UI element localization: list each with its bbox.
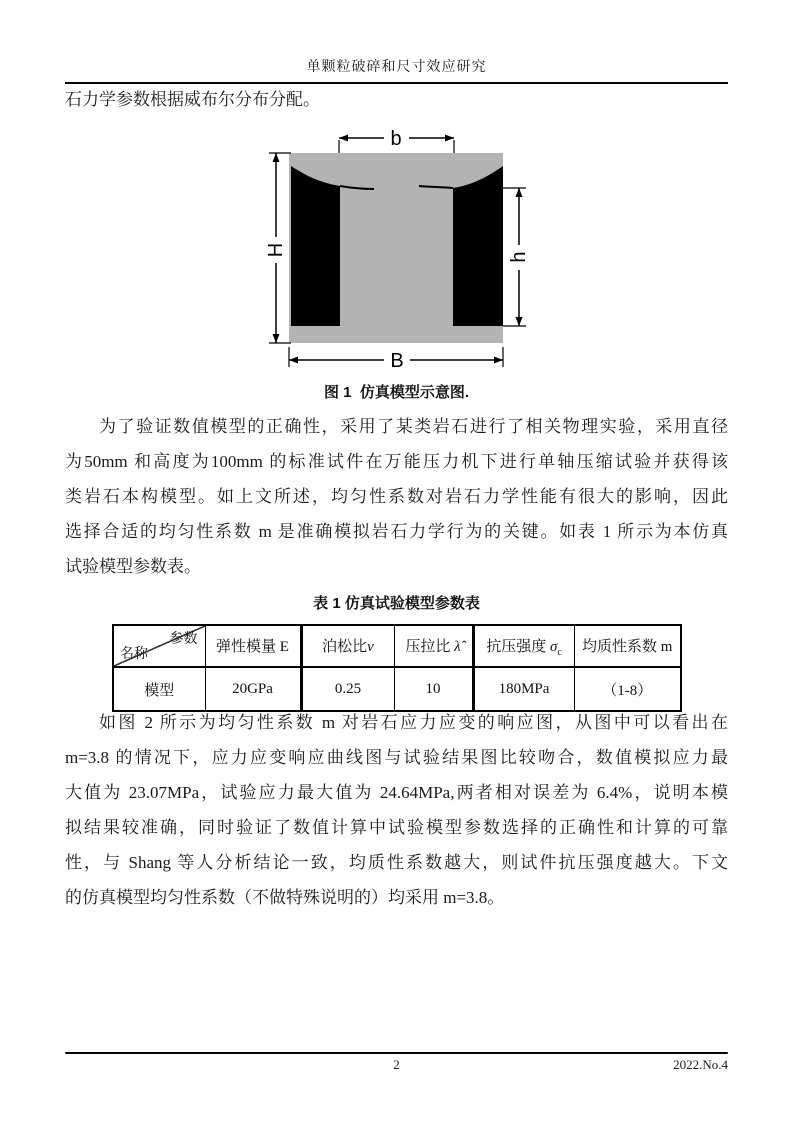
header-cell-elastic-modulus [205, 625, 301, 667]
header-text: 弹性模量 E [216, 638, 289, 655]
header-text: 均质性系数 m [582, 638, 673, 655]
header-text: 抗压强度 [486, 638, 550, 655]
figure-caption: 图 1 仿真模型示意图. [323, 384, 469, 401]
footer-issue-label: 2022.No.4 [673, 1057, 728, 1072]
params-table [112, 624, 682, 712]
intro-paragraph [65, 88, 728, 112]
dimension-h [503, 188, 530, 326]
table-caption: 表 1 仿真试验模型参数表 [313, 595, 480, 612]
value-cell-homogeneity-index: （1-8） [574, 667, 681, 711]
paragraph-line: 大值为 23.07MPa，试验应力最大值为 24.64MPa,两者相对误差为 6.4%，说明本模 [65, 783, 728, 802]
paragraph-line: 试验模型参数表。 [65, 557, 201, 576]
dimension-b [339, 128, 454, 153]
header-cell-poisson-ratio [301, 625, 394, 667]
dimension-H [265, 153, 291, 343]
paragraph-line: 如图 2 所示为均匀性系数 m 对岩石应力应变的响应图，从图中可以看出在 [99, 713, 728, 732]
header-cell-compressive-strength [473, 625, 574, 667]
paragraph-line: 类岩石本构模型。如上文所述，均匀性系数对岩石力学性能有很大的影响，因此 [65, 487, 728, 506]
value-cell-poisson-ratio: 0.25 [301, 667, 394, 711]
simulation-model-figure [255, 122, 545, 374]
value-cell-elastic-modulus: 20GPa [205, 667, 301, 711]
paragraph-line: 性，与 Shang 等人分析结论一致，均质性系数越大，则试件抗压强度越大。下文 [65, 853, 728, 872]
paragraph-2 [65, 705, 728, 915]
footer-rule [65, 1052, 728, 1054]
right-void-shape [453, 166, 503, 326]
header-text: 压拉比 [405, 638, 455, 655]
corner-header-cell [113, 625, 205, 667]
value-cell-compressive-strength: 180MPa [473, 667, 574, 711]
paragraph-line: 石力学参数根据威布尔分布分配。 [65, 90, 320, 109]
paragraph-line: 为了验证数值模型的正确性，采用了某类岩石进行了相关物理实验，采用直径 [99, 417, 728, 436]
dim-label-B: B [390, 350, 404, 372]
dim-label-b: b [390, 128, 402, 150]
running-header-title: 单颗粒破碎和尺寸效应研究 [306, 60, 487, 75]
header-cell-homogeneity-index [574, 625, 681, 667]
header-symbol: ν [367, 638, 374, 655]
footer-page-number: 2 [393, 1057, 400, 1072]
row-label-cell: 模型 [113, 667, 205, 711]
header-symbol: σ [549, 638, 558, 655]
paragraph-line: 选择合适的均匀性系数 m 是准确模拟岩石力学行为的关键。如表 1 所示为本仿真 [65, 522, 728, 541]
dim-label-h: h [508, 251, 530, 263]
paragraph-1 [65, 409, 728, 584]
dimension-B [289, 347, 503, 372]
corner-label-name: 名称 [120, 647, 148, 662]
value-cell-compression-tension-ratio: 10 [394, 667, 473, 711]
paragraph-line: 的仿真模型均匀性系数（不做特殊说明的）均采用 m=3.8。 [65, 888, 505, 907]
paragraph-line: m=3.8 的情况下，应力应变响应曲线图与试验结果图比较吻合，数值模拟应力最 [65, 748, 728, 767]
header-text: 泊松比 [322, 638, 368, 655]
header-subscript: c [557, 646, 562, 658]
left-void-shape [291, 166, 340, 326]
header-symbol: λ̂ [454, 638, 461, 655]
header-cell-compression-tension-ratio [394, 625, 473, 667]
paragraph-line: 拟结果较准确，同时验证了数值计算中试验模型参数选择的正确性和计算的可靠 [65, 818, 728, 837]
header-rule [65, 82, 728, 84]
corner-label-parameter: 参数 [169, 632, 198, 647]
paragraph-line: 为50mm 和高度为100mm 的标准试件在万能压力机下进行单轴压缩试验并获得该 [65, 452, 728, 471]
dim-label-H: H [265, 242, 287, 258]
